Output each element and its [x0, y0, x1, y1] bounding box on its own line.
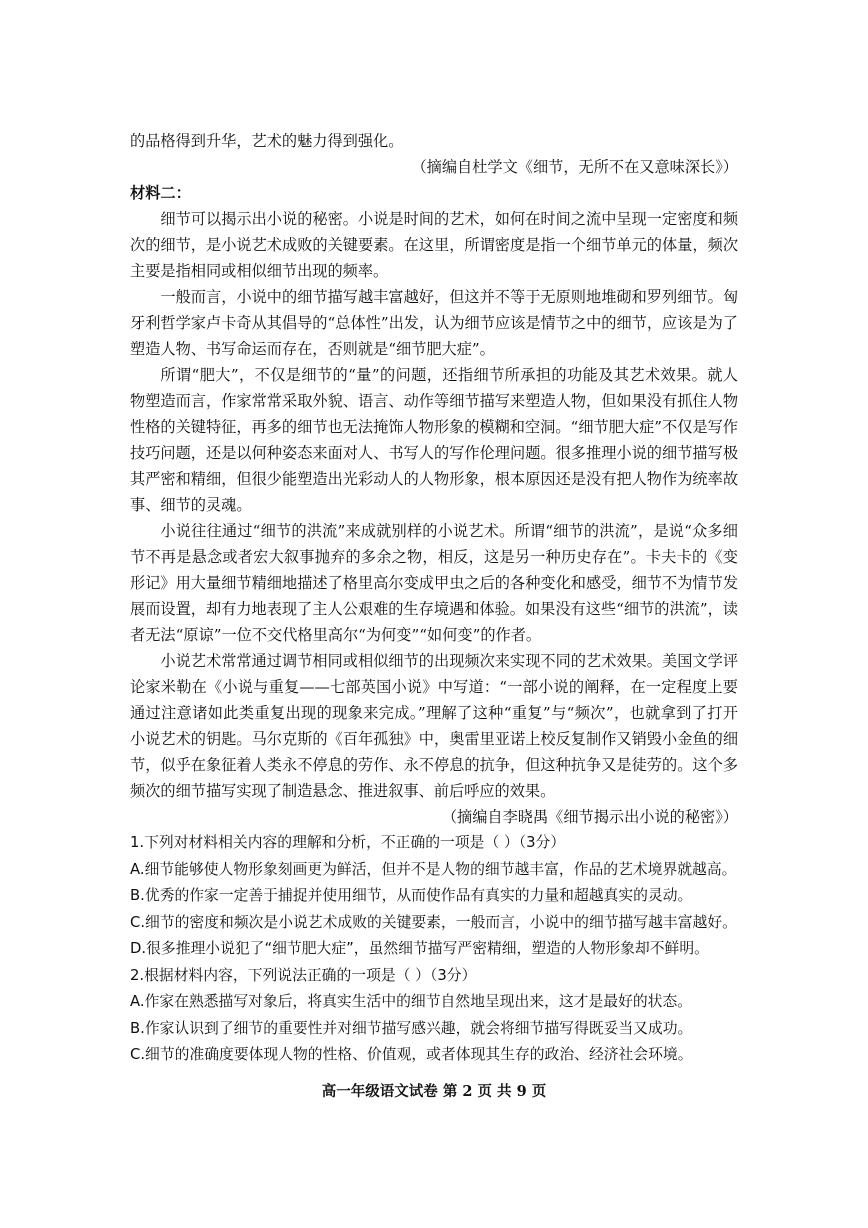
material2-paragraph-4: 小说往往通过“细节的洪流”来成就别样的小说艺术。所谓“细节的洪流”，是说“众多细节不再是悬念或者宏大叙事抛弃的多余之物，相反，这是另一种历史存在”。卡夫卡的《变形记》用大量细节精细地描述了格里高尔变成甲虫之后的各种变化和感受，细节不为情节发展而设置，却有力地表现了主人公艰难的生存境遇和体验。如果没有这些“细节的洪流”，读者无法“原谅”一位不交代格里高尔“为何变”“如何变”的作者。 — [130, 522, 738, 644]
question-2-option-b: B.作家认识到了细节的重要性并对细节描写感兴趣，就会将细节描写得既妥当又成功。 — [130, 1019, 693, 1037]
material2-paragraph-2: 一般而言，小说中的细节描写越丰富越好，但这并不等于无原则地堆砌和罗列细节。匈牙利哲学家卢卡奇从其倡导的“总体性”出发，认为细节应该是情节之中的细节，应该是为了塑造人物、书写命运而存在，否则就是“细节肥大症”。 — [130, 288, 738, 358]
question-1-option-d: D.很多推理小说犯了“细节肥大症”，虽然细节描写严密精细，塑造的人物形象却不鲜明。 — [130, 940, 709, 957]
question-2-stem: 2.根据材料内容，下列说法正确的一项是（ ）（3分） — [130, 966, 477, 984]
question-1-stem: 1.下列对材料相关内容的理解和分析，不正确的一项是（ ）（3分） — [130, 834, 566, 851]
question-2-option-c: C.细节的准确度要体现人物的性格、价值观，或者体现其生存的政治、经济社会环境。 — [130, 1046, 693, 1063]
material2-paragraph-5: 小说艺术常常通过调节相同或相似细节的出现频次来实现不同的艺术效果。美国文学评论家米勒在《小说与重复——七部英国小说》中写道：“一部小说的阐释，在一定程度上要通过注意诸如此类重复出现的现象来完成。”理解了这种“重复”与“频次”，也就拿到了打开小说艺术的钥匙。马尔克斯的《百年孤独》中，奥雷里亚诺上校反复制作又销毁小金鱼的细节，似乎在象征着人类永不停息的劳作、永不停息的抗争，但这种抗争又是徒劳的。这个多频次的细节描写实现了制造悬念、推进叙事、前后呼应的效果。 — [130, 652, 738, 800]
material2-paragraph-3: 所谓“肥大”，不仅是细节的“量”的问题，还指细节所承担的功能及其艺术效果。就人物塑造而言，作家常常采取外貌、语言、动作等细节描写来塑造人物，但如果没有抓住人物性格的关键特征，再多的细节也无法掩饰人物形象的模糊和空洞。“细节肥大症”不仅是写作技巧问题，还是以何种姿态来面对人、书写人的写作伦理问题。很多推理小说的细节描写极其严密和精细，但很少能塑造出光彩动人的人物形象，根本原因还是没有把人物作为统率故事、细节的灵魂。 — [130, 366, 738, 514]
question-1-option-c: C.细节的密度和频次是小说艺术成败的关键要素，一般而言，小说中的细节描写越丰富越好。 — [130, 913, 737, 931]
continuation-text: 的品格得到升华，艺术的魅力得到强化。 — [130, 132, 404, 150]
page-footer: 高一年级语文试卷 第 2 页 共 9 页 — [321, 1083, 547, 1100]
material2-paragraph-1: 细节可以揭示出小说的秘密。小说是时间的艺术，如何在时间之流中呈现一定密度和频次的细节，是小说艺术成败的关键要素。在这里，所谓密度是指一个细节单元的体量，频次主要是指相同或相似细节出现的频率。 — [130, 210, 738, 280]
source-citation-1: （摘编自杜学文《细节，无所不在又意味深长》） — [411, 158, 738, 176]
source-citation-2: （摘编自李晓禺《细节揭示出小说的秘密》） — [441, 808, 738, 826]
material2-heading: 材料二： — [130, 184, 191, 202]
question-1-option-b: B.优秀的作家一定善于捕捉并使用细节，从而使作品有真实的力量和超越真实的灵动。 — [130, 887, 693, 904]
question-1-option-a: A.细节能够使人物形象刻画更为鲜活，但并不是人物的细节越丰富，作品的艺术境界就越高。 — [130, 860, 737, 878]
question-2-option-a: A.作家在熟悉描写对象后，将真实生活中的细节自然地呈现出来，这才是最好的状态。 — [130, 993, 693, 1010]
